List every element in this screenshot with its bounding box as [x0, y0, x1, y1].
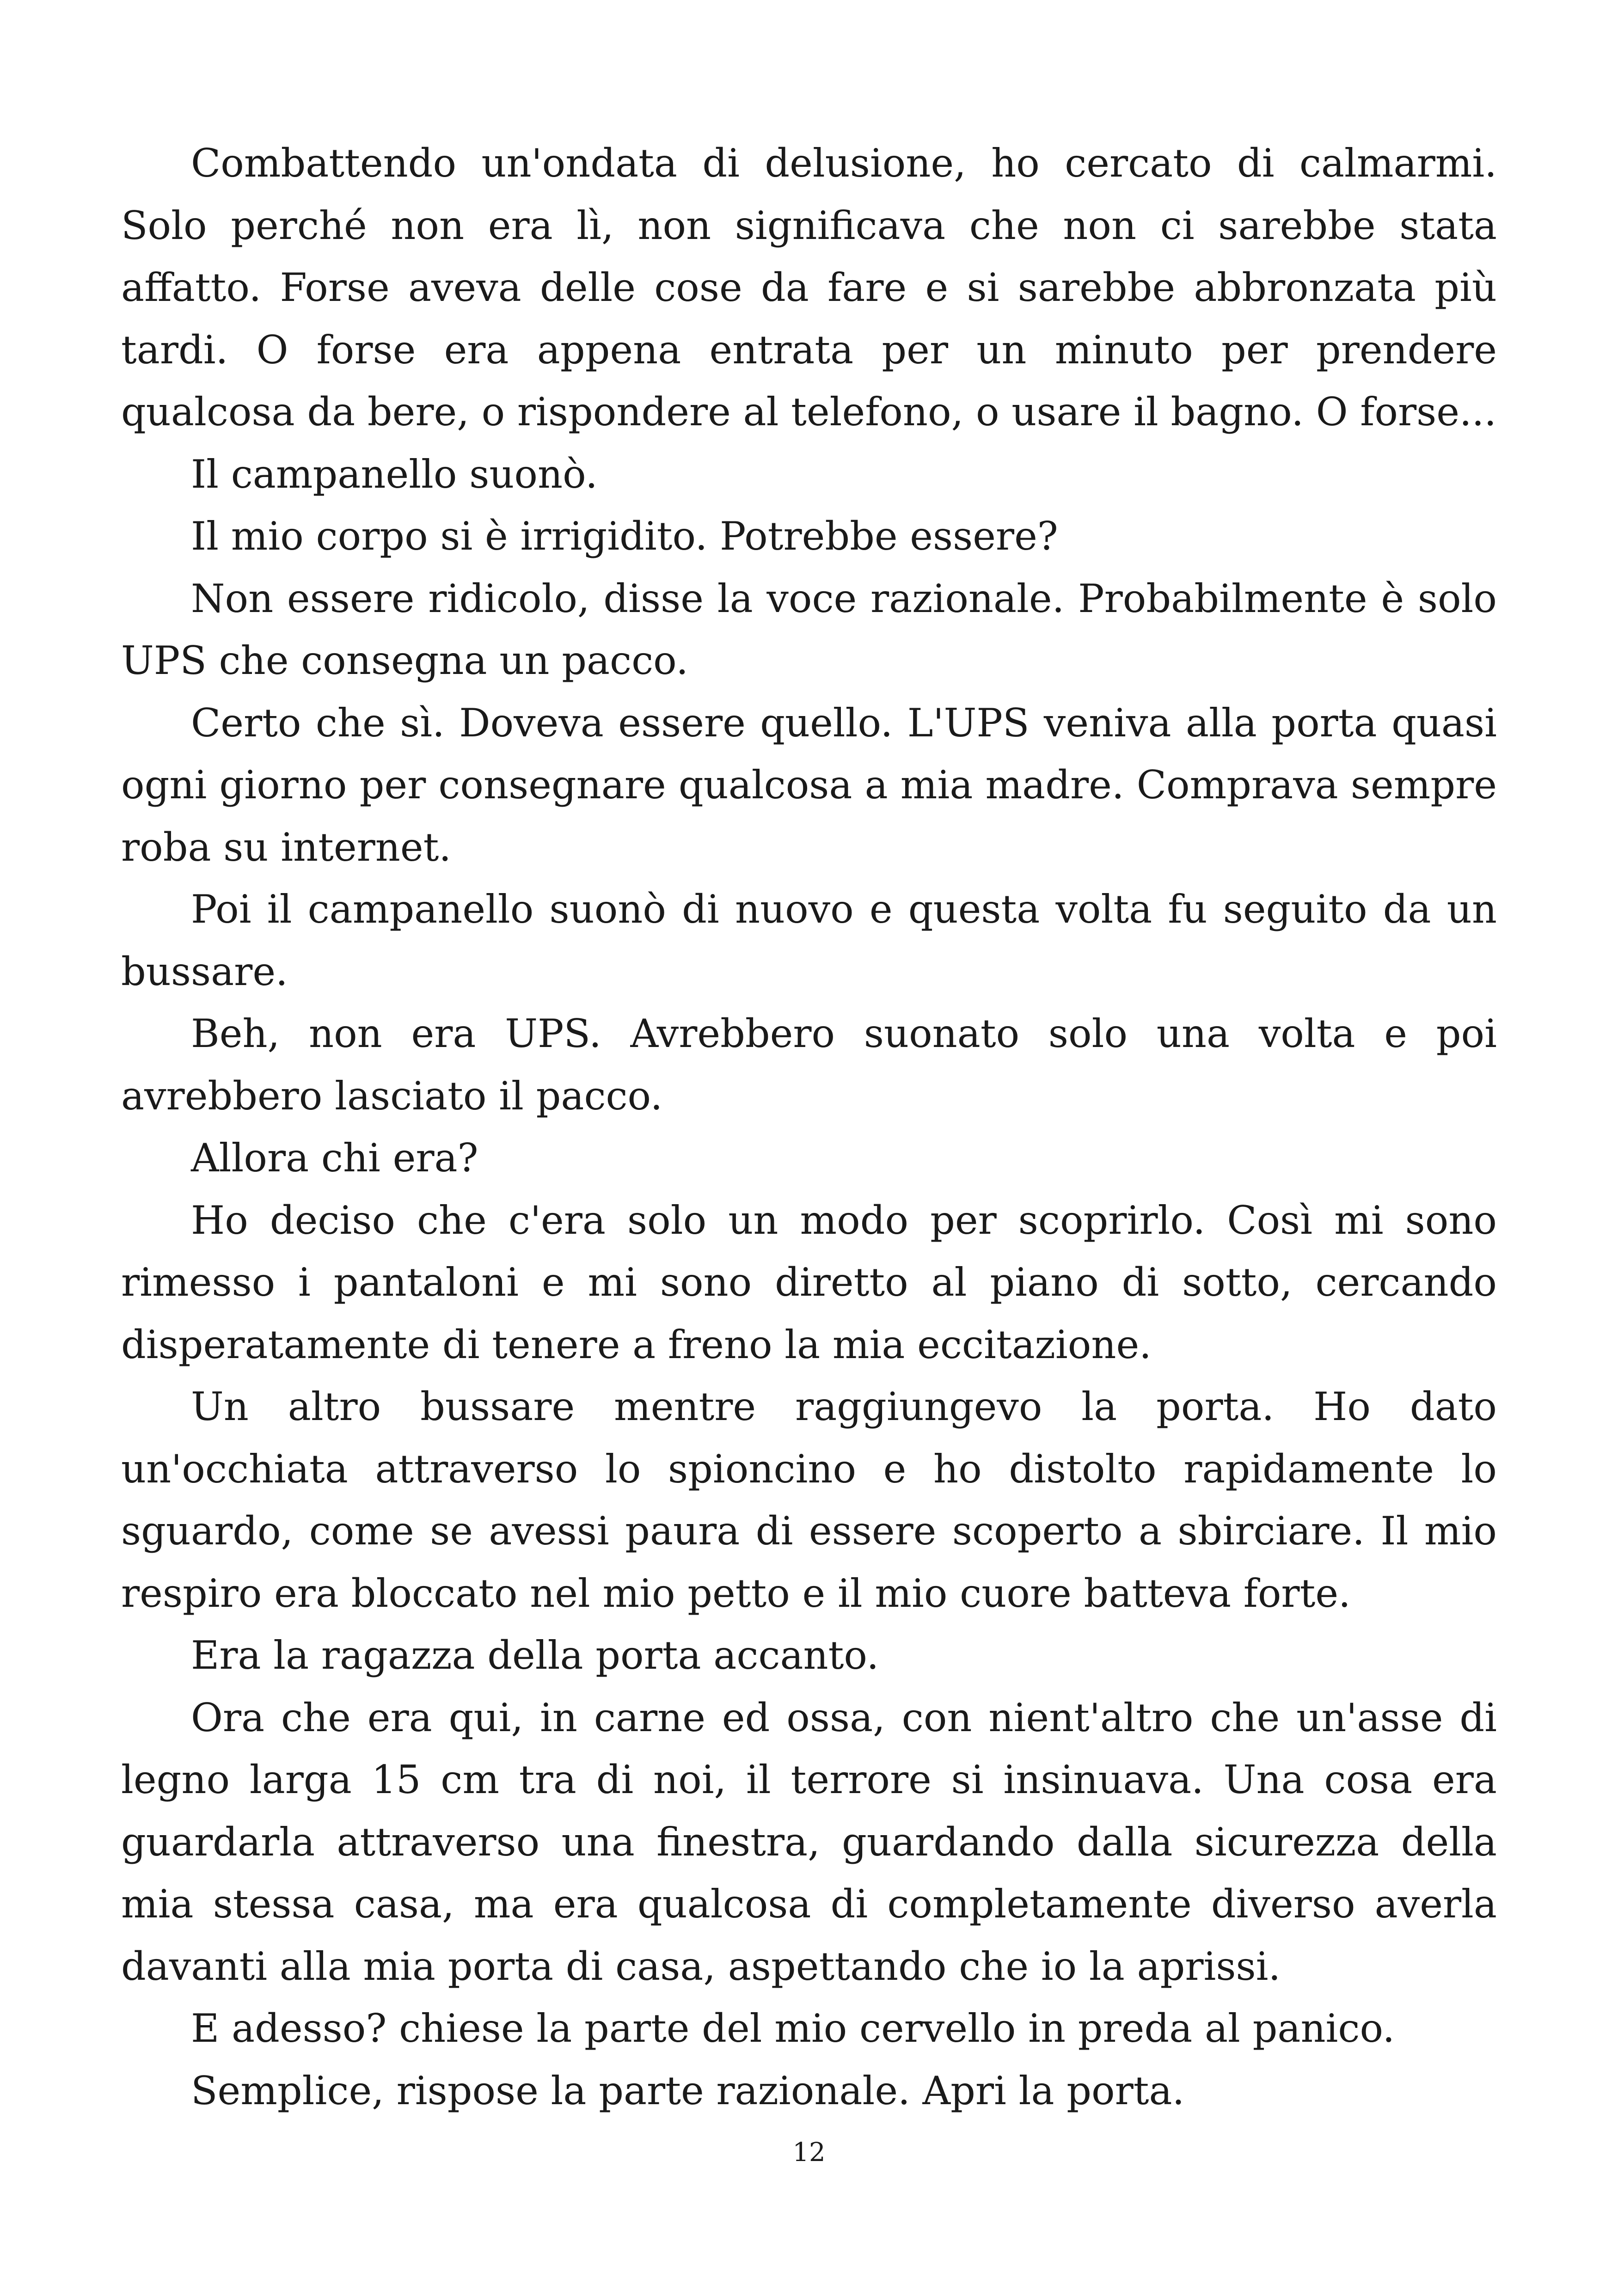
- paragraph: Ora che era qui, in carne ed ossa, con nient'altro che un'asse di legno larga 15 cm tra di noi, il terrore si insinuava. Una cosa era guardarla attraverso una finestra, guardando dalla sicurezza della mia stessa casa, ma era qualcosa di completamente diverso averla davanti alla mia porta di casa, aspettando che io la aprissi.: [121, 1695, 1497, 1989]
- paragraph: Il mio corpo si è irrigidito. Potrebbe essere?: [191, 514, 1058, 559]
- paragraph: Ho deciso che c'era solo un modo per scoprirlo. Così mi sono rimesso i pantaloni e mi sono diretto al piano di sotto, cercando disperatamente di tenere a freno la mia eccitazione.: [121, 1197, 1497, 1367]
- paragraph: Combattendo un'ondata di delusione, ho cercato di calmarmi. Solo perché non era lì, non significava che non ci sarebbe stata affatto. Forse aveva delle cose da fare e si sarebbe abbronzata più tardi. O forse era appena entrata per un minuto per prendere qualcosa da bere, o rispondere al telefono, o usare il bagno. O forse...: [121, 141, 1497, 435]
- paragraph: Semplice, rispose la parte razionale. Apri la porta.: [191, 2068, 1185, 2113]
- paragraph: Un altro bussare mentre raggiungevo la porta. Ho dato un'occhiata attraverso lo spioncino e ho distolto rapidamente lo sguardo, come se avessi paura di essere scoperto a sbirciare. Il mio respiro era bloccato nel mio petto e il mio cuore batteva forte.: [121, 1384, 1497, 1616]
- paragraph: E adesso? chiese la parte del mio cervello in preda al panico.: [191, 2006, 1395, 2051]
- paragraph: Poi il campanello suonò di nuovo e questa volta fu seguito da un bussare.: [121, 887, 1497, 994]
- paragraph: Allora chi era?: [191, 1135, 478, 1181]
- page-number: 12: [792, 2137, 826, 2167]
- paragraph: Non essere ridicolo, disse la voce razionale. Probabilmente è solo UPS che consegna un pacco.: [121, 576, 1497, 683]
- body-text: [121, 132, 1497, 2122]
- paragraph: Il campanello suonò.: [191, 451, 598, 497]
- paragraph: Certo che sì. Doveva essere quello. L'UPS veniva alla porta quasi ogni giorno per consegnare qualcosa a mia madre. Comprava sempre roba su internet.: [121, 700, 1497, 870]
- paragraph: Era la ragazza della porta accanto.: [191, 1633, 879, 1678]
- paragraph: Beh, non era UPS. Avrebbero suonato solo una volta e poi avrebbero lasciato il pacco.: [121, 1011, 1497, 1119]
